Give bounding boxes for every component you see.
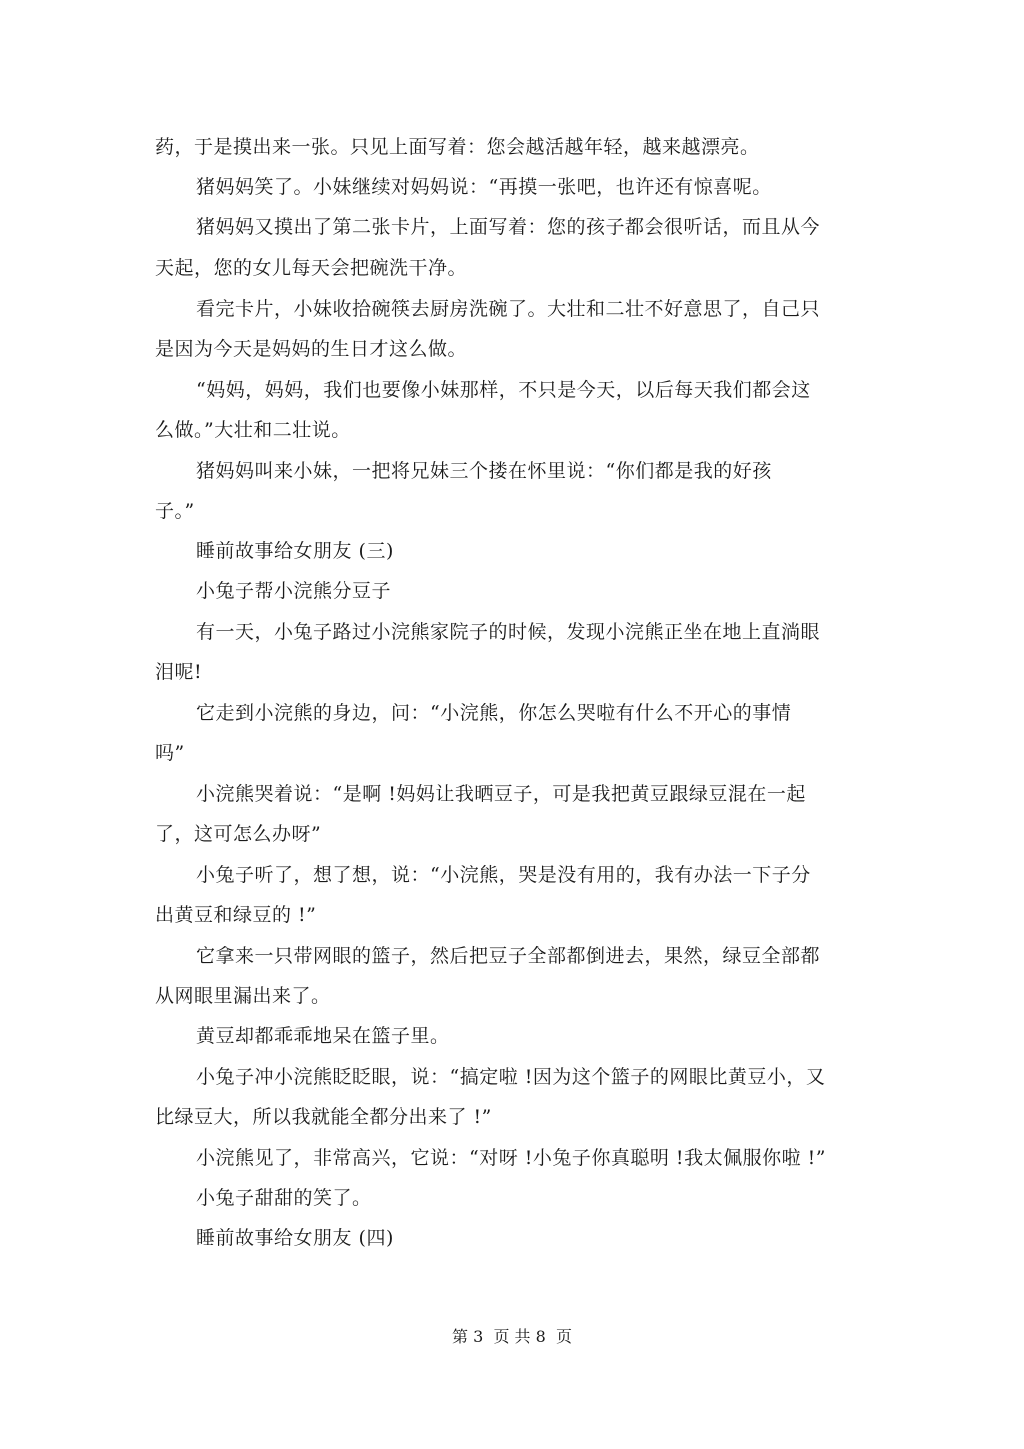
text-line: 从网眼里漏出来了。	[155, 985, 331, 1007]
section-heading: 睡前故事给女朋友 (四)	[196, 1227, 394, 1249]
text-line: 小兔子甜甜的笑了。	[196, 1187, 372, 1209]
text-line: 出黄豆和绿豆的 !”	[155, 904, 317, 926]
text-line: 么做。”大壮和二壮说。	[155, 419, 351, 441]
text-line: 小浣熊见了，非常高兴，它说：“对呀 !小兔子你真聪明 !我太佩服你啦 !”	[196, 1147, 826, 1169]
text-line: 药，于是摸出来一张。只见上面写着：您会越活越年轻，越来越漂亮。	[155, 136, 760, 158]
story-title: 小兔子帮小浣熊分豆子	[196, 580, 392, 602]
text-line: 天起，您的女儿每天会把碗洗干净。	[155, 257, 468, 279]
text-line: 猪妈妈又摸出了第二张卡片，上面写着：您的孩子都会很听话，而且从今	[196, 216, 821, 238]
section-heading: 睡前故事给女朋友 (三)	[196, 540, 394, 562]
text-line: “妈妈，妈妈，我们也要像小妹那样，不只是今天，以后每天我们都会这	[196, 379, 811, 401]
text-line: 吗”	[155, 742, 185, 764]
text-line: 小浣熊哭着说：“是啊 !妈妈让我晒豆子，可是我把黄豆跟绿豆混在一起	[196, 783, 806, 805]
text-line: 黄豆却都乖乖地呆在篮子里。	[196, 1025, 450, 1047]
page-footer: 第 3 页 共 8 页	[452, 1327, 572, 1346]
text-line: 猪妈妈叫来小妹，一把将兄妹三个搂在怀里说：“你们都是我的好孩	[196, 460, 772, 482]
text-line: 泪呢!	[155, 661, 203, 683]
text-line: 比绿豆大，所以我就能全都分出来了 !”	[155, 1106, 492, 1128]
text-line: 看完卡片，小妹收拾碗筷去厨房洗碗了。大壮和二壮不好意思了，自己只	[196, 298, 821, 320]
text-line: 是因为今天是妈妈的生日才这么做。	[155, 338, 468, 360]
text-line: 它拿来一只带网眼的篮子，然后把豆子全部都倒进去，果然，绿豆全部都	[196, 945, 821, 967]
text-line: 子。”	[155, 500, 195, 522]
text-line: 了，这可怎么办呀”	[155, 823, 322, 845]
text-line: 小兔子听了，想了想，说：“小浣熊，哭是没有用的，我有办法一下子分	[196, 864, 811, 886]
text-line: 有一天，小兔子路过小浣熊家院子的时候，发现小浣熊正坐在地上直淌眼	[196, 621, 821, 643]
text-line: 猪妈妈笑了。小妹继续对妈妈说：“再摸一张吧，也许还有惊喜呢。	[196, 176, 772, 198]
text-line: 小兔子冲小浣熊眨眨眼，说：“搞定啦 !因为这个篮子的网眼比黄豆小，又	[196, 1066, 826, 1088]
text-line: 它走到小浣熊的身边，问：“小浣熊，你怎么哭啦有什么不开心的事情	[196, 702, 792, 724]
